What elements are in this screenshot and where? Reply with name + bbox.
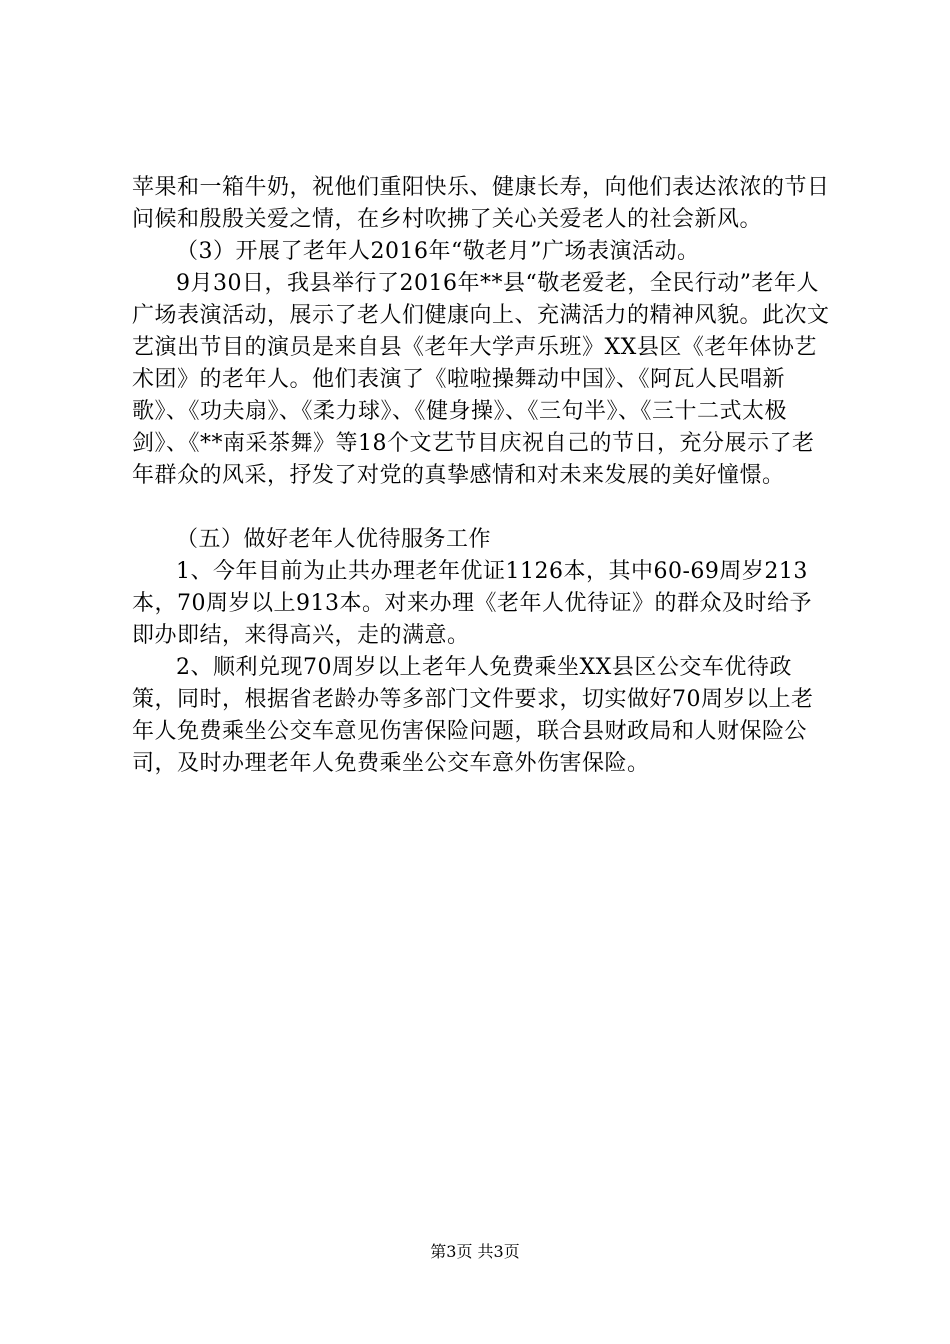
paragraph-subheading-3: （3）开展了老年人2016年“敬老月”广场表演活动。 <box>176 239 700 264</box>
paragraph-item-1: 1、今年目前为止共办理老年优证1126本，其中60-69周岁213本，70周岁以上913本。对来办理《老年人优待证》的群众及时给予即办即结，来得高兴，走的满意。 <box>132 559 812 648</box>
section-heading-5: （五）做好老年人优待服务工作 <box>176 527 492 552</box>
document-body <box>132 172 832 780</box>
paragraph-item-2: 2、顺利兑现70周岁以上老年人免费乘坐XX县区公交车优待政策，同时，根据省老龄办等多部门文件要求，切实做好70周岁以上老年人免费乘坐公交车意见伤害保险问题，联合县财政局和人财保险公司，及时办理老年人免费乘坐公交车意外伤害保险。 <box>132 655 814 776</box>
paragraph-performance-event: 9月30日，我县举行了2016年**县“敬老爱老，全民行动”老年人广场表演活动，展示了老人们健康向上、充满活力的精神风貌。此次文艺演出节目的演员是来自县《老年大学声乐班》XX县区《老年体协艺术团》的老年人。他们表演了《啦啦操舞动中国》、《阿瓦人民唱新歌》、《功夫扇》、《柔力球》、《健身操》、《三句半》、《三十二式太极剑》、《**南采茶舞》等18个文艺节目庆祝自己的节日，充分展示了老年群众的风采，抒发了对党的真挚感情和对未来发展的美好憧憬。 <box>132 271 830 488</box>
paragraph-continuation: 苹果和一箱牛奶，祝他们重阳快乐、健康长寿，向他们表达浓浓的节日问候和殷殷关爱之情，在乡村吹拂了关心关爱老人的社会新风。 <box>132 175 830 232</box>
page-footer: 第3页 共3页 <box>430 1242 520 1261</box>
